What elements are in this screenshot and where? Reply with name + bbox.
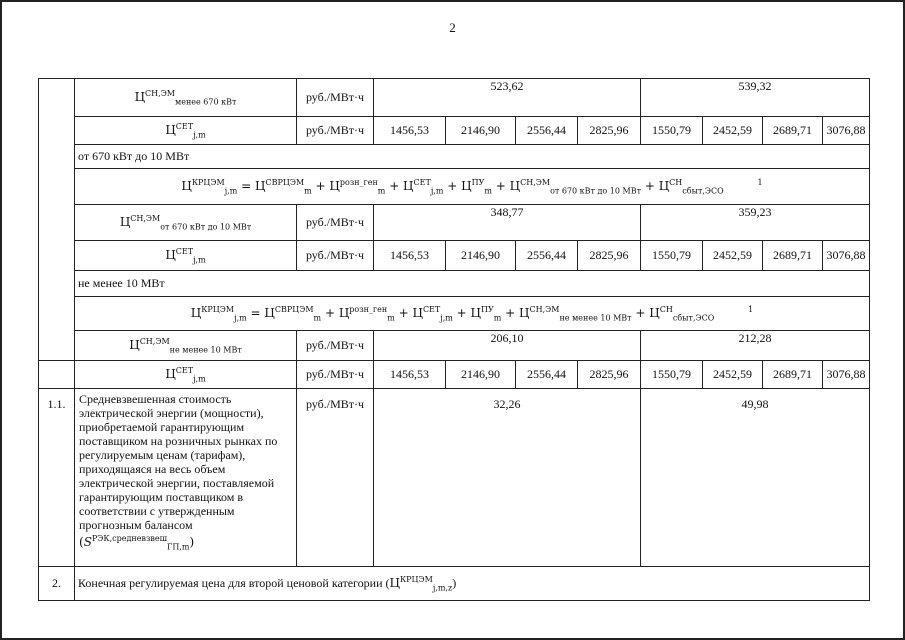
- table-row: [39, 331, 870, 361]
- value-cell: 2825,96: [578, 241, 641, 271]
- row-number: 2.: [39, 567, 75, 601]
- value-cell: 3076,88: [823, 117, 870, 145]
- scan-border-top: [0, 0, 905, 2]
- value-cell: 2556,44: [516, 361, 578, 389]
- row-number: 1.1.: [39, 389, 75, 567]
- value-cell: 1550,79: [641, 361, 703, 389]
- weighted-average-cost-description: Средневзвешенная стоимость электрической энергии (мощности), приобретаемой гарантирующим поставщиком на розничных рынках по регулируемым ценам (тарифам), приходящаяся на весь объем электрической энергии, поставляемой гарантирующим поставщиком в соответствии с утвержденным прогнозным балансом $(S^{РЭК,средневзвеш}_{ГП,m})$: [75, 389, 297, 567]
- value-cell: 2556,44: [516, 241, 578, 271]
- value-cell: 3076,88: [823, 241, 870, 271]
- unit-cell: руб./МВт·ч: [297, 361, 374, 389]
- table-row: [39, 241, 870, 271]
- value-cell: 1456,53: [374, 241, 446, 271]
- formula-over-10mw: $Ц^{КРЦЭМ}_{j,m} = Ц^{СВРЦЭМ}_m + Ц^{розн\_ген}_m + Ц^{СЕТ}_{j,m} + Ц^{ПУ}_m + Ц^{СН,ЭМ}_{не менее 10 МВт} + Ц^{СН}_{сбыт,ЭСО}$ $^1$: [75, 297, 870, 331]
- unit-cell: руб./МВт·ч: [297, 117, 374, 145]
- value-cell: 348,77: [374, 205, 641, 241]
- table-row: [39, 567, 870, 601]
- value-cell: 2452,59: [703, 241, 763, 271]
- set-label: $Ц^{СЕТ}_{j,m}$: [75, 117, 297, 145]
- value-cell: 2825,96: [578, 117, 641, 145]
- value-cell: 2689,71: [763, 117, 823, 145]
- value-cell: 32,26: [374, 389, 641, 567]
- set-label: $Ц^{СЕТ}_{j,m}$: [75, 361, 297, 389]
- table-row: [39, 389, 870, 567]
- footnote-mark: 1: [748, 304, 754, 314]
- value-cell: 3076,88: [823, 361, 870, 389]
- page-number: 2: [449, 20, 456, 35]
- value-cell: 1550,79: [641, 241, 703, 271]
- table-row: [39, 271, 870, 297]
- value-cell: 49,98: [641, 389, 870, 567]
- unit-cell: руб./МВт·ч: [297, 241, 374, 271]
- section-heading-670kw-10mw: от 670 кВт до 10 МВт: [75, 145, 870, 169]
- footnote-mark: 1: [757, 177, 763, 187]
- value-cell: 2825,96: [578, 361, 641, 389]
- value-cell: 206,10: [374, 331, 641, 361]
- table-row: [39, 297, 870, 331]
- value-cell: 2689,71: [763, 241, 823, 271]
- set-label: $Ц^{СЕТ}_{j,m}$: [75, 241, 297, 271]
- value-cell: 2146,90: [446, 361, 516, 389]
- sn-em-label-over-10mw: $Ц^{СН,ЭМ}_{не менее 10 МВт}$: [75, 331, 297, 361]
- value-cell: 1456,53: [374, 361, 446, 389]
- value-cell: 359,23: [641, 205, 870, 241]
- scan-border-left: [0, 0, 2, 640]
- value-cell: 2452,59: [703, 361, 763, 389]
- weighted-cost-symbol: $(S^{РЭК,средневзвеш}_{ГП,m})$: [79, 534, 195, 552]
- value-cell: 2556,44: [516, 117, 578, 145]
- unit-cell: руб./МВт·ч: [297, 331, 374, 361]
- tariff-table: [38, 78, 870, 601]
- value-cell: 2146,90: [446, 241, 516, 271]
- sn-em-label-under-670: $Ц^{СН,ЭМ}_{менее 670 кВт}$: [75, 79, 297, 117]
- unit-cell: руб./МВт·ч: [297, 389, 374, 567]
- table-row: [39, 169, 870, 205]
- value-cell: 2146,90: [446, 117, 516, 145]
- value-cell: 212,28: [641, 331, 870, 361]
- unit-cell: руб./МВт·ч: [297, 205, 374, 241]
- row-number-cell-empty: [39, 361, 75, 389]
- table-row: [39, 205, 870, 241]
- value-cell: 2689,71: [763, 361, 823, 389]
- table-row: [39, 361, 870, 389]
- unit-cell: руб./МВт·ч: [297, 79, 374, 117]
- value-cell: 1456,53: [374, 117, 446, 145]
- value-cell: 539,32: [641, 79, 870, 117]
- sn-em-label-670kw-10mw: $Ц^{СН,ЭМ}_{от 670 кВт до 10 МВт}$: [75, 205, 297, 241]
- value-cell: 2452,59: [703, 117, 763, 145]
- value-cell: 1550,79: [641, 117, 703, 145]
- value-cell: 523,62: [374, 79, 641, 117]
- table-row: [39, 145, 870, 169]
- table-row: [39, 117, 870, 145]
- formula-670kw-10mw: $Ц^{КРЦЭМ}_{j,m} = Ц^{СВРЦЭМ}_m + Ц^{розн\_ген}_m + Ц^{СЕТ}_{j,m} + Ц^{ПУ}_m + Ц^{СН,ЭМ}_{от 670 кВт до 10 МВт} + Ц^{СН}_{сбыт,ЭСО}$ $^1$: [75, 169, 870, 205]
- final-regulated-price-heading: Конечная регулируемая цена для второй ценовой категории $(Ц^{КРЦЭМ}_{j,m,z})$: [75, 567, 870, 601]
- table-row: [39, 79, 870, 117]
- row-number-cell-empty: [39, 79, 75, 361]
- section-heading-over-10mw: не менее 10 МВт: [75, 271, 870, 297]
